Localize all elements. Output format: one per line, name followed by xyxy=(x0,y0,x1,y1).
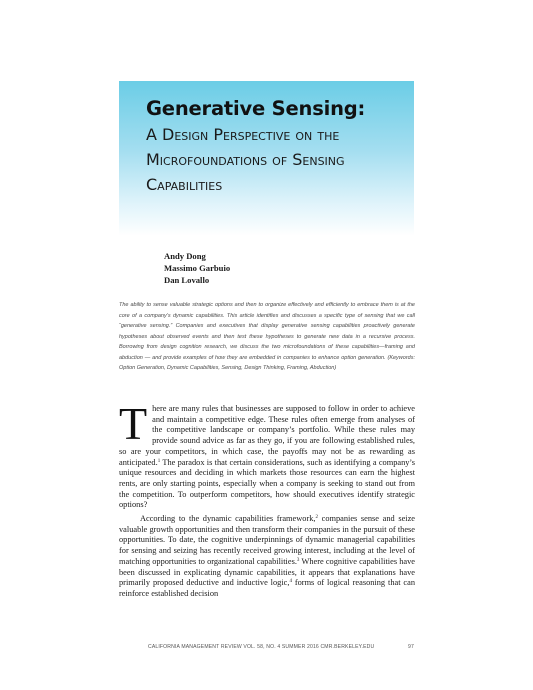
journal-info: CALIFORNIA MANAGEMENT REVIEW VOL. 58, NO. 4 SUMMER 2016 CMR.BERKELEY.EDU xyxy=(148,644,375,650)
body-text: forms of logical reasoning that can reinforce established decision xyxy=(119,578,415,598)
body-text: The paradox is that certain considerations, such as identifying a company’s unique resources and deciding in which markets those resources can earn the highest rents, are only starting points, especially when a company is seeking to stand out from the competition. To outperform competitors, how should executives identify strategic options? xyxy=(119,457,415,510)
drop-cap: T xyxy=(119,398,148,449)
body-text: here are many rules that businesses are supposed to follow in order to achieve and maintain a competitive edge. These rules often emerge from analyses of the competitive landscape or company’s portfolio. While these rules may provide sound advice as far as they go, if you are following established rules, so are your competitors, in which case, the payoffs may not be as rewarding as anticipated. xyxy=(119,404,415,467)
footnote-ref[interactable]: 3 xyxy=(296,557,300,563)
subtitle-line: Microfoundations of Sensing xyxy=(146,150,345,169)
footnote-ref[interactable]: 2 xyxy=(315,515,318,521)
body-paragraph xyxy=(119,514,415,600)
article-body xyxy=(119,398,415,600)
page-number: 97 xyxy=(408,644,414,650)
subtitle-line: A Design Perspective on the xyxy=(146,125,340,144)
subtitle-line: Capabilities xyxy=(146,175,223,194)
body-text: Where cognitive capabilities have been discussed in explicating dynamic capabilities, it appears that explanations have primarily proposed deductive and inductive logic, xyxy=(119,556,415,588)
article-subtitle xyxy=(146,122,406,197)
body-text: According to the dynamic capabilities framework, xyxy=(140,514,316,524)
footnote-ref[interactable]: 1 xyxy=(157,458,161,464)
author-name: Dan Lovallo xyxy=(164,275,210,285)
author-list xyxy=(164,250,230,286)
article-title: Generative Sensing: xyxy=(146,97,366,120)
author-name: Massimo Garbuio xyxy=(164,263,231,273)
body-paragraph xyxy=(119,398,415,511)
author-name: Andy Dong xyxy=(164,251,206,261)
body-text: companies sense and seize valuable growth opportunities and then transform their companies in the pursuit of these opportunities. To date, the cognitive underpinnings of dynamic managerial capabilities for sensing and seizing has recently received growing interest, including at the level of matching opportunities to organizational capabilities. xyxy=(119,514,415,566)
abstract: The ability to sense valuable strategic options and then to organize effectively and efficiently to embrace them is at the core of a company’s dynamic capabilities. This article identifies and discusses a specific type of sensing that we call “generative sensing.” Companies and executives that display generative sensing capabilities proactively generate hypotheses about observed events and then test these hypotheses to generate new data in a recursive process. Borrowing from design cognition research, we discuss the two microfoundations of these capabilities—framing and abduction — and provide examples of how they are embedded in companies to enhance option generation. (Keywords: Option Generation, Dynamic Capabilities, Sensing, Design Thinking, Framing, Abduction) xyxy=(119,302,415,371)
page-footer xyxy=(148,644,414,650)
footnote-ref[interactable]: 4 xyxy=(289,579,292,585)
